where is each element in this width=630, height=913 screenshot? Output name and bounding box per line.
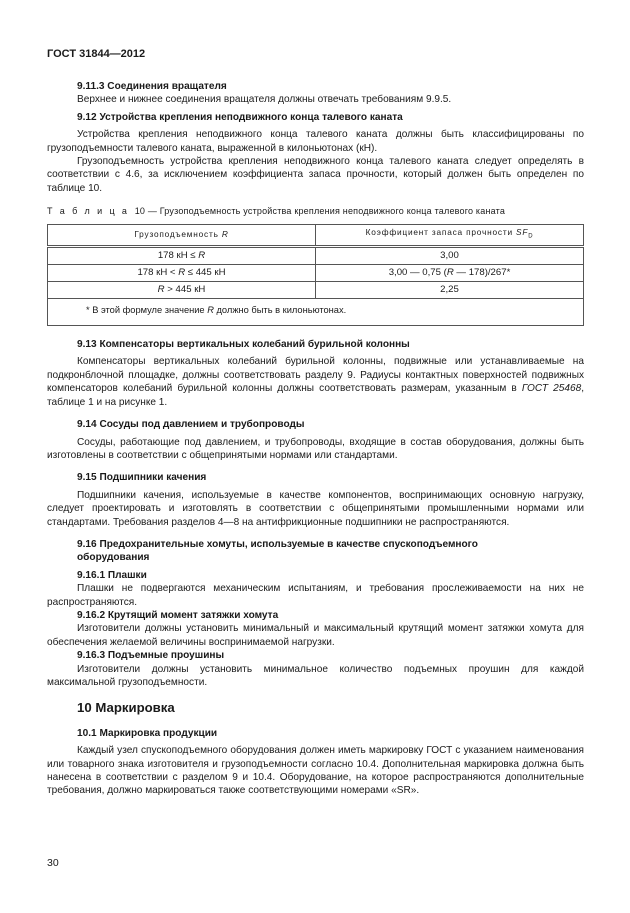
section-9-11-3-text: Верхнее и нижнее соединения вращателя должны отвечать требованиям 9.9.5. (77, 94, 452, 106)
table-header-capacity: Грузоподъемность R (48, 224, 316, 246)
table-cell-capacity: R > 445 кН (48, 281, 316, 298)
table-note-row (48, 298, 584, 325)
section-10-1-text: Каждый узел спускоподъемного оборудования должен иметь маркировку ГОСТ с указанием наименования или товарного знака изготовителя и грузоподъемности согласно 10.4. Дополнительная маркировка должна быть нанесена в соответствии с разделом 9 и 10.4. Оборудование, на которое распространяются дополнительные требования, должно маркироваться также соответствующими номерами «SR». (47, 745, 584, 797)
table-10-caption (47, 205, 584, 218)
table-footnote: * В этой формуле значение R должно быть в килоньютонах. (48, 298, 584, 325)
reference-link: ГОСТ 25468 (521, 383, 582, 395)
section-9-15-text: Подшипники качения, используемые в качестве компонентов, воспринимающих основную нагрузку, следует проектировать и изготовлять в соответствии с общепринятыми промышленными нормами или стандартами. Требования разделов 4—8 на антифрикционные подшипники не распространяются. (47, 489, 584, 528)
table-cell-factor: 2,25 (316, 281, 584, 298)
table-row (48, 281, 584, 298)
page-content (47, 80, 584, 798)
table-10 (47, 224, 584, 326)
section-9-14-title: 9.14 Сосуды под давлением и трубопроводы (77, 419, 305, 431)
section-9-12-title: 9.12 Устройства крепления неподвижного конца талевого каната (77, 111, 403, 123)
table-cell-factor: 3,00 — 0,75 (R — 178)/267* (316, 264, 584, 281)
section-9-16-2-text: Изготовители должны установить минимальный и максимальный крутящий момент затяжки хомута для обеспечения желаемой величины воспринимаемой нагрузки. (47, 623, 584, 648)
table-cell-capacity: 178 кН < R ≤ 445 кН (48, 264, 316, 281)
page-number: 30 (47, 857, 59, 869)
table-cell-capacity: 178 кН ≤ R (48, 246, 316, 264)
section-9-12-paragraph-1: Устройства крепления неподвижного конца талевого каната должны быть классифицированы по грузоподъемности талевого каната, выраженной в килоньютонах (кН). (47, 129, 584, 154)
table-row (48, 246, 584, 264)
section-9-11-3-title: 9.11.3 Соединения вращателя (77, 81, 227, 92)
section-10-1-title: 10.1 Маркировка продукции (77, 727, 218, 739)
table-caption-lead: Т а б л и ц а (47, 206, 130, 217)
section-9-12-paragraph-2: Грузоподъемность устройства крепления неподвижного конца талевого каната следует определять в соответствии с 4.6, за исключением коэффициента запаса прочности, который должен быть определен по таблице 10. (47, 156, 584, 194)
table-caption-text: 10 — Грузоподъемность устройства крепления неподвижного конца талевого каната (134, 206, 506, 217)
section-10-title: 10 Маркировка (77, 700, 175, 716)
section-9-14-text: Сосуды, работающие под давлением, и трубопроводы, входящие в состав оборудования, должны быть изготовлены в соответствии с общепринятыми нормами или стандартами. (47, 436, 584, 461)
section-9-16-3-text: Изготовители должны установить минимальное количество подъемных проушин для каждой максимальной грузоподъемности. (47, 663, 584, 688)
section-9-16-1-text: Плашки не подвергаются механическим испытаниям, и требования прослеживаемости на них не распространяются. (47, 583, 584, 608)
section-9-13-text: Компенсаторы вертикальных колебаний бурильной колонны, подвижные или устанавливаемые на подкронблочной площадке, должны соответствовать разделу 9. Радиусы контактных поверхностей подвижных компенсаторов колебаний бурильной колонны должны соответствовать размерам, указанным в ГОСТ 25468, таблице 1 и на рисунке 1. (47, 356, 584, 408)
section-9-16-3-title: 9.16.3 Подъемные проушины (77, 650, 225, 662)
section-9-15-title: 9.15 Подшипники качения (77, 472, 207, 484)
table-cell-factor: 3,00 (316, 246, 584, 264)
section-9-16-title-line-2: оборудования (77, 552, 150, 564)
table-row (48, 264, 584, 281)
section-9-16-2-title: 9.16.2 Крутящий момент затяжки хомута (77, 609, 279, 621)
section-9-16-title-line-1: 9.16 Предохранительные хомуты, используемые в качестве спускоподъемного (77, 538, 478, 550)
section-9-13-title: 9.13 Компенсаторы вертикальных колебаний бурильной колонны (77, 339, 410, 351)
section-9-16-1-title: 9.16.1 Плашки (77, 569, 147, 581)
document-code: ГОСТ 31844—2012 (47, 48, 146, 60)
table-header-row (48, 224, 584, 246)
table-header-safety-factor: Коэффициент запаса прочности $SF_D$ (316, 224, 584, 246)
